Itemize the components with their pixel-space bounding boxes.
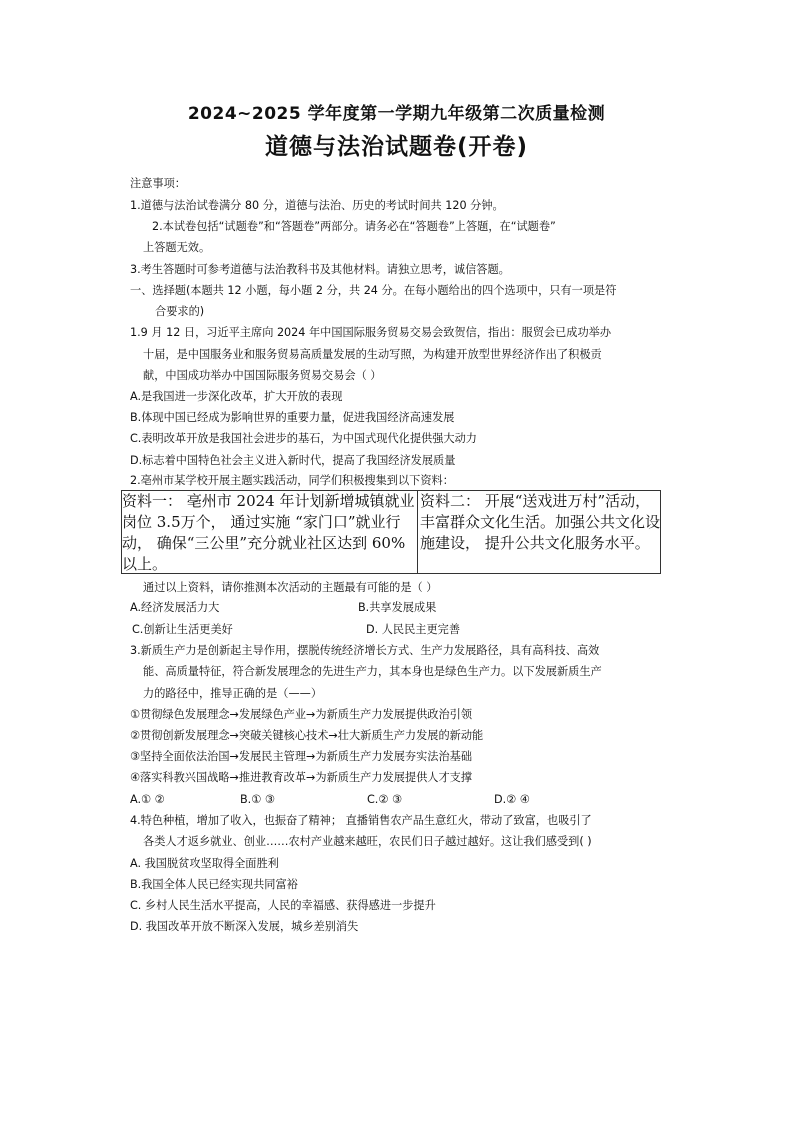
q2-material-table (121, 490, 661, 574)
notes-heading: 注意事项： (130, 177, 186, 190)
q4-option-b: B.我国全体人民已经实现共同富裕 (130, 878, 298, 891)
q3-option-d: D.② ④ (494, 793, 530, 806)
note-3: 3.考生答题时可参考道德与法治教科书及其他材料。请独立思考，诚信答题。 (130, 263, 510, 276)
q4-stem-2: 各类人才返乡就业、创业……农村产业越来越旺，农民们日子越过越好。这让我们感受到( ) (143, 835, 592, 848)
q1-option-c: C.表明改革开放是我国社会进步的基石，为中国式现代化提供强大动力 (130, 432, 477, 445)
q3-option-a: A.① ② (130, 793, 165, 806)
q2-material-2: 资料二： 开展“送戏进万村”活动， 丰富群众文化生活。加强公共文化设施建设， 提升公共文化服务水平。 (420, 492, 661, 552)
q3-stem: 3.新质生产力是创新起主导作用，摆脱传统经济增长方式、生产力发展路径，具有高科技、高效 (130, 644, 600, 657)
q2-option-c: C.创新让生活更美好 (132, 623, 233, 636)
q3-stem-3: 力的路径中，推导正确的是（——） (143, 687, 323, 700)
section-heading-cont: 合要求的) (155, 305, 205, 318)
q4-stem: 4.特色种植，增加了收入，也振奋了精神； 直播销售农产品生意红火，带动了致富，也吸引了 (130, 814, 592, 827)
q2-material-1: 资料一： 亳州市 2024 年计划新增城镇就业岗位 3.5万个， 通过实施 “家门口”就业行动， 确保“三公里”充分就业社区达到 60%以上。 (122, 492, 415, 573)
q2-option-d: D. 人民民主更完善 (366, 623, 461, 636)
section-heading: 一、选择题(本题共 12 小题，每小题 2 分，共 24 分。在每小题给出的四个选项中，只有一项是符 (130, 284, 617, 297)
q2-stem: 2.亳州市某学校开展主题实践活动，同学们积极搜集到以下资料： (130, 474, 454, 487)
q3-option-c: C.② ③ (367, 793, 402, 806)
q4-option-d: D. 我国改革开放不断深入发展，城乡差别消失 (130, 920, 359, 933)
q1-stem: 1.9 月 12 日，习近平主席向 2024 年中国国际服务贸易交易会致贺信，指出：服贸会已成功举办 (130, 326, 612, 339)
note-1: 1.道德与法治试卷满分 80 分，道德与法治、历史的考试时间共 120 分钟。 (130, 199, 504, 212)
note-2-cont: 上答题无效。 (143, 241, 211, 254)
q3-item-4: ④落实科教兴国战略→推进教育改革→为新质生产力发展提供人才支撑 (130, 771, 473, 784)
q1-option-d: D.标志着中国特色社会主义进入新时代，提高了我国经济发展质量 (130, 454, 456, 467)
q1-option-a: A.是我国进一步深化改革，扩大开放的表现 (130, 390, 343, 403)
q1-stem-3: 献，中国成功举办中国国际服务贸易交易会（ ） (143, 369, 382, 382)
q3-item-1: ①贯彻绿色发展理念→发展绿色产业→为新质生产力发展提供政治引领 (130, 708, 473, 721)
q1-option-b: B.体现中国已经成为影响世界的重要力量，促进我国经济高速发展 (130, 411, 455, 424)
q2-option-b: B.共享发展成果 (358, 601, 437, 614)
q4-option-c: C. 乡村人民生活水平提高，人民的幸福感、获得感进一步提升 (130, 899, 436, 912)
q3-stem-2: 能、高质量特征，符合新发展理念的先进生产力，其本身也是绿色生产力。以下发展新质生产 (143, 665, 602, 678)
q4-option-a: A. 我国脱贫攻坚取得全面胜利 (130, 857, 279, 870)
exam-title: 2024~2025 学年度第一学期九年级第二次质量检测 (187, 104, 606, 124)
q1-stem-2: 十届，是中国服务业和服务贸易高质量发展的生动写照，为构建开放型世界经济作出了积极贡 (143, 348, 602, 361)
exam-subtitle: 道德与法治试题卷(开卷) (264, 134, 529, 160)
q3-item-3: ③坚持全面依法治国→发展民主管理→为新质生产力发展夯实法治基础 (130, 750, 473, 763)
q3-item-2: ②贯彻创新发展理念→突破关键核心技术→壮大新质生产力发展的新动能 (130, 729, 484, 742)
q2-option-a: A.经济发展活力大 (130, 601, 220, 614)
table-divider (417, 491, 418, 573)
note-2: 2.本试卷包括“试题卷”和“答题卷”两部分。请务必在“答题卷”上答题，在“试题卷” (152, 220, 556, 233)
q2-question: 通过以上资料，请你推测本次活动的主题最有可能的是（ ） (143, 581, 438, 594)
q3-option-b: B.① ③ (240, 793, 275, 806)
